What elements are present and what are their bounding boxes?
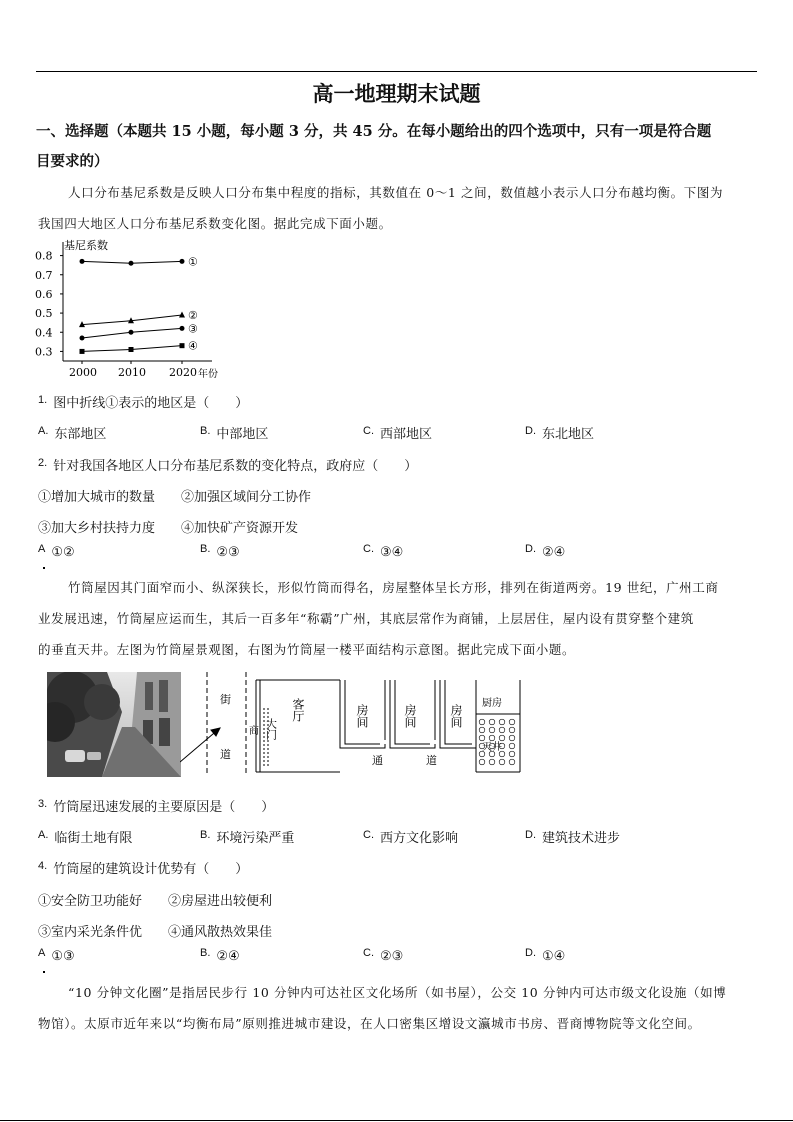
courtyard-pattern-dot: [499, 719, 505, 725]
courtyard-pattern-dot: [509, 751, 515, 757]
option-d[interactable]: $^{D.}$ ②④: [525, 543, 566, 560]
room-label: 房间: [355, 704, 369, 728]
option-b[interactable]: $^{B.}$ 中部地区: [200, 425, 269, 442]
question-stem: 竹筒屋的建筑设计优势有（ ）: [53, 862, 249, 877]
y-tick-label: 0.4: [35, 326, 53, 340]
passage-text: 我国四大地区人口分布基尼系数变化图。据此完成下面小题。: [38, 216, 392, 231]
x-axis-label: 年份: [198, 369, 218, 380]
courtyard-pattern-dot: [499, 735, 505, 741]
room-label: 房间: [449, 704, 463, 728]
question-3: [38, 796, 274, 815]
courtyard-pattern-dot: [479, 759, 485, 765]
statement-list: ③室内采光条件优 ④通风散热效果佳: [38, 925, 273, 940]
statement-list: ①增加大城市的数量 ②加强区域间分工协作: [38, 490, 312, 505]
passage-text: 业发展迅速，竹筒屋应运而生，其后一百多年“称霸”广州，其底层常作为商铺，上层居住，屋内设有贯穿整个建筑: [38, 611, 694, 626]
street-label: 道: [220, 748, 231, 761]
option-a[interactable]: $^A$ ①②: [38, 543, 75, 560]
courtyard-pattern-dot: [509, 727, 515, 733]
courtyard-pattern-dot: [509, 719, 515, 725]
kitchen-label: 厨房: [482, 698, 502, 709]
living-room-label: 客厅: [291, 698, 305, 722]
bottom-rule: [0, 1120, 793, 1121]
question-stem: 竹筒屋迅速发展的主要原因是（ ）: [53, 800, 275, 815]
shop-label: 商: [249, 726, 259, 737]
series-label: ④: [188, 339, 198, 353]
courtyard-pattern-dot: [499, 727, 505, 733]
option-c[interactable]: $^{C.}$ ②③: [363, 947, 404, 964]
bamboo-house-street-photo: [47, 672, 181, 777]
page-title: 高一地理期末试题: [312, 81, 481, 106]
street-label: 街: [220, 693, 231, 706]
courtyard-pattern-dot: [479, 727, 485, 733]
y-tick-label: 0.7: [35, 268, 53, 282]
corridor-label: 道: [426, 754, 437, 767]
question-2: [38, 455, 417, 474]
option-d[interactable]: $^{D.}$ 建筑技术进步: [525, 829, 621, 846]
data-point: [180, 343, 185, 348]
option-b[interactable]: $^{B.}$ 环境污染严重: [200, 829, 295, 846]
data-point: [80, 349, 85, 354]
courtyard-label: 天井: [482, 742, 502, 753]
courtyard-pattern-dot: [489, 727, 495, 733]
question-number: 4.: [38, 860, 48, 872]
question-stem: 针对我国各地区人口分布基尼系数的变化特点，政府应（ ）: [53, 459, 418, 474]
series-label: ③: [188, 322, 198, 336]
data-point: [129, 330, 134, 335]
courtyard-pattern-dot: [489, 719, 495, 725]
option-a[interactable]: $^{A.}$ 东部地区: [38, 425, 107, 442]
room-label: 房间: [403, 704, 417, 728]
option-b[interactable]: $^{B.}$ ②④: [200, 947, 240, 964]
x-tick-label: 2010: [118, 366, 146, 379]
question-number: 1.: [38, 394, 48, 406]
data-point: [80, 259, 85, 264]
passage-text: 物馆）。太原市近年来以“均衡布局”原则推进城市建设，在人口密集区增设文瀛城市书房、晋商博物院等文化空间。: [38, 1016, 701, 1031]
stray-mark: [43, 971, 45, 973]
y-tick-label: 0.3: [35, 345, 53, 359]
option-d[interactable]: $^{D.}$ 东北地区: [525, 425, 595, 442]
option-a[interactable]: $^A$ ①③: [38, 947, 75, 964]
passage-text: 竹筒屋因其门面窄而小、纵深狭长，形似竹筒而得名，房屋整体呈长方形，排列在街道两旁。19 世纪，广州工商: [68, 580, 719, 595]
courtyard-pattern-dot: [509, 759, 515, 765]
option-d[interactable]: $^{D.}$ ①④: [525, 947, 566, 964]
option-a[interactable]: $^{A.}$ 临街土地有限: [38, 829, 133, 846]
data-point: [180, 259, 185, 264]
question-4: [38, 858, 248, 877]
passage-text: 的垂直天井。左图为竹筒屋景观图，右图为竹筒屋一楼平面结构示意图。据此完成下面小题。: [38, 642, 576, 657]
top-rule: [36, 71, 757, 72]
courtyard-pattern-dot: [509, 743, 515, 749]
corridor-label: 通: [372, 754, 383, 767]
courtyard-pattern-dot: [489, 759, 495, 765]
courtyard-pattern-dot: [479, 735, 485, 741]
x-tick-label: 2020: [169, 366, 197, 379]
section-heading-cont: 目要求的）: [36, 153, 109, 170]
statement-list: ③加大乡村扶持力度 ④加快矿产资源开发: [38, 521, 299, 536]
data-point: [179, 312, 185, 318]
series-label: ①: [188, 255, 198, 269]
stray-mark: [43, 567, 45, 569]
y-tick-label: 0.8: [35, 249, 53, 263]
data-point: [129, 261, 134, 266]
y-tick-label: 0.6: [35, 287, 53, 301]
courtyard-pattern-dot: [489, 735, 495, 741]
question-stem: 图中折线①表示的地区是（ ）: [53, 396, 249, 411]
option-b[interactable]: $^{B.}$ ②③: [200, 543, 240, 560]
x-tick-label: 2000: [69, 366, 97, 379]
data-point: [129, 347, 134, 352]
option-c[interactable]: $^{C.}$ 西方文化影响: [363, 829, 459, 846]
y-axis-label: 基尼系数: [64, 239, 108, 252]
question-number: 3.: [38, 798, 48, 810]
bamboo-house-floor-plan: [180, 668, 525, 780]
question-1: [38, 392, 248, 411]
gini-line-chart: [30, 236, 220, 384]
question-number: 2.: [38, 457, 48, 469]
passage-text: 人口分布基尼系数是反映人口分布集中程度的指标，其数值在 0～1 之间，数值越小表示人口分布越均衡。下图为: [68, 185, 724, 200]
section-heading: 一、选择题（本题共 15 小题，每小题 3 分，共 45 分。在每小题给出的四个选项中，只有一项是符合题: [36, 123, 712, 140]
courtyard-pattern-dot: [479, 719, 485, 725]
courtyard-pattern-dot: [509, 735, 515, 741]
passage-text: “10 分钟文化圈”是指居民步行 10 分钟内可达社区文化场所（如书屋），公交 10 分钟内可达市级文化设施（如博: [68, 985, 727, 1000]
door-label: 大门: [264, 718, 278, 740]
statement-list: ①安全防卫功能好 ②房屋进出较便利: [38, 894, 273, 909]
y-tick-label: 0.5: [35, 307, 53, 321]
series-label: ②: [188, 309, 198, 322]
option-c[interactable]: $^{C.}$ ③④: [363, 543, 404, 560]
data-point: [180, 326, 185, 331]
courtyard-pattern-dot: [499, 759, 505, 765]
option-c[interactable]: $^{C.}$ 西部地区: [363, 425, 433, 442]
data-point: [80, 336, 85, 341]
